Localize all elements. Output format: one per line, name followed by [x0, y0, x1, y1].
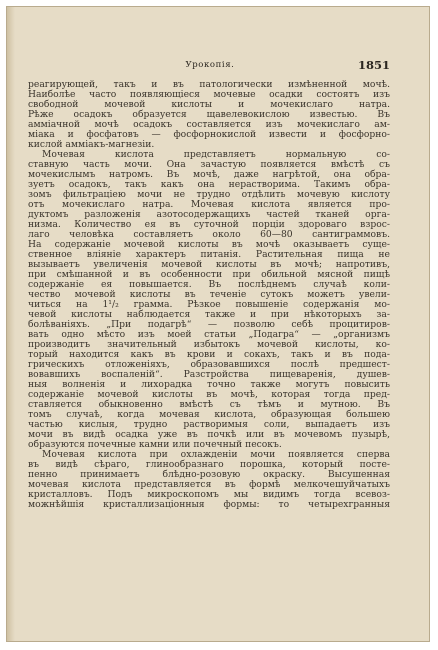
text-line: содержаніе ея повышается. Въ послѣднемъ случаѣ коли-	[28, 279, 390, 290]
text-line: Наиболѣе часто появляющіеся мочевые осадки состоятъ изъ	[28, 89, 390, 100]
text-line: мочекислымъ натромъ. Въ мочѣ, даже нагрѣтой, она обра-	[28, 169, 390, 180]
text-line: ственное вліяніе характеръ питанія. Растительная пища не	[28, 249, 390, 260]
text-line: амміачной мочѣ осадокъ составляется изъ мочекислаго ам-	[28, 119, 390, 130]
text-line: ныя волненія и лихорадка точно также могутъ повысить	[28, 379, 390, 390]
page-header	[30, 60, 390, 74]
text-line: лаго человѣка составляетъ около 60—80 сантиграммовъ.	[28, 229, 390, 240]
text-line: можнѣйшія кристаллизаціонныя формы: то четырехгранныя	[28, 499, 390, 510]
text-line: при смѣшанной и въ особенности при обильной мясной пищѣ	[28, 269, 390, 280]
text-line: міака и фосфатовъ — фосфорнокислой извести и фосфорно-	[28, 129, 390, 140]
text-line: На содержаніе мочевой кислоты въ мочѣ оказываетъ суще-	[28, 239, 390, 250]
text-line: реагирующей, такъ и въ патологически измѣненной мочѣ.	[28, 79, 390, 90]
text-line: въ видѣ сѣраго, глинообразнаго порошка, который посте-	[28, 459, 390, 470]
running-head: Урокопія.	[185, 60, 235, 70]
text-line: кислой амміакъ-магнезіи.	[28, 139, 155, 150]
text-line: ставную часть мочи. Она зачастую появляется вмѣстѣ съ	[28, 159, 390, 170]
text-line: читься на 1¹/₂ грамма. Рѣзкое повышеніе содержанія мо-	[28, 299, 390, 310]
text-line: вать одно мѣсто изъ моей статьи „Подагра“ — „организмъ	[28, 329, 390, 340]
text-line: дуктомъ разложенія азотосодержащихъ частей тканей орга-	[28, 209, 390, 220]
text-line: чество мочевой кислоты въ теченіе сутокъ можетъ увели-	[28, 289, 390, 300]
text-line: зуетъ осадокъ, такъ какъ она нерастворима. Такимъ обра-	[28, 179, 390, 190]
page-number: 1851	[357, 58, 390, 72]
text-line: Рѣже осадокъ образуется щавелевокислою известью. Въ	[28, 109, 390, 120]
text-line: мочи въ видѣ осадка уже въ почкѣ или въ мочевомъ пузырѣ,	[28, 429, 390, 440]
text-line: отъ мочекислаго натра. Мочевая кислота является про-	[28, 199, 390, 210]
text-line: Мочевая кислота представляетъ нормальную со-	[42, 149, 390, 160]
text-line: томъ случаѣ, когда мочевая кислота, образующая большею	[28, 409, 390, 420]
text-line: торый находится какъ въ крови и сокахъ, такъ и въ пода-	[28, 349, 390, 360]
text-line: кристалловъ. Подъ микроскопомъ мы видимъ тогда всевоз-	[28, 489, 390, 500]
text-line: производитъ значительный избытокъ мочевой кислоты, ко-	[28, 339, 390, 350]
text-line: содержаніе мочевой кислоты въ мочѣ, которая тогда пред-	[28, 389, 390, 400]
text-line: чевой кислоты наблюдается также и при нѣкоторыхъ за-	[28, 309, 390, 320]
text-line: мочевая кислота представляется въ формѣ мелкочешуйчатыхъ	[28, 479, 390, 490]
text-line: вызываетъ увеличенія мочевой кислоты въ мочѣ; напротивъ,	[28, 259, 390, 270]
page-gutter-shadow	[7, 7, 15, 641]
text-line: ставляется обыкновенно вмѣстѣ съ тѣмъ и мутною. Въ	[28, 399, 390, 410]
text-line: болѣваніяхъ. „При подагрѣ“ — позволю себѣ процитиров-	[28, 319, 390, 330]
text-line: пенно принимаетъ блѣдно-розовую окраску. Высушенная	[28, 469, 390, 480]
text-line: зомъ фильтраціею мочи не трудно отдѣлить мочевую кислоту	[28, 189, 390, 200]
text-line: низма. Количество ея въ суточной порціи здороваго взрос-	[28, 219, 390, 230]
text-line: вовавшихъ воспаленій“. Разстройства пищеваренія, душев-	[28, 369, 390, 380]
text-line: свободной мочевой кислоты и мочекислаго натра.	[28, 99, 390, 110]
text-line: грическихъ отложеніяхъ, образовавшихся послѣ предшест-	[28, 359, 390, 370]
text-line: Мочевая кислота при охлажденіи мочи появляется сперва	[42, 449, 390, 460]
body-text	[28, 80, 390, 510]
text-line: частью кислыя, трудно растворимыя соли, выпадаетъ изъ	[28, 419, 390, 430]
text-line: образуются почечные камни или почечный песокъ.	[28, 439, 282, 450]
